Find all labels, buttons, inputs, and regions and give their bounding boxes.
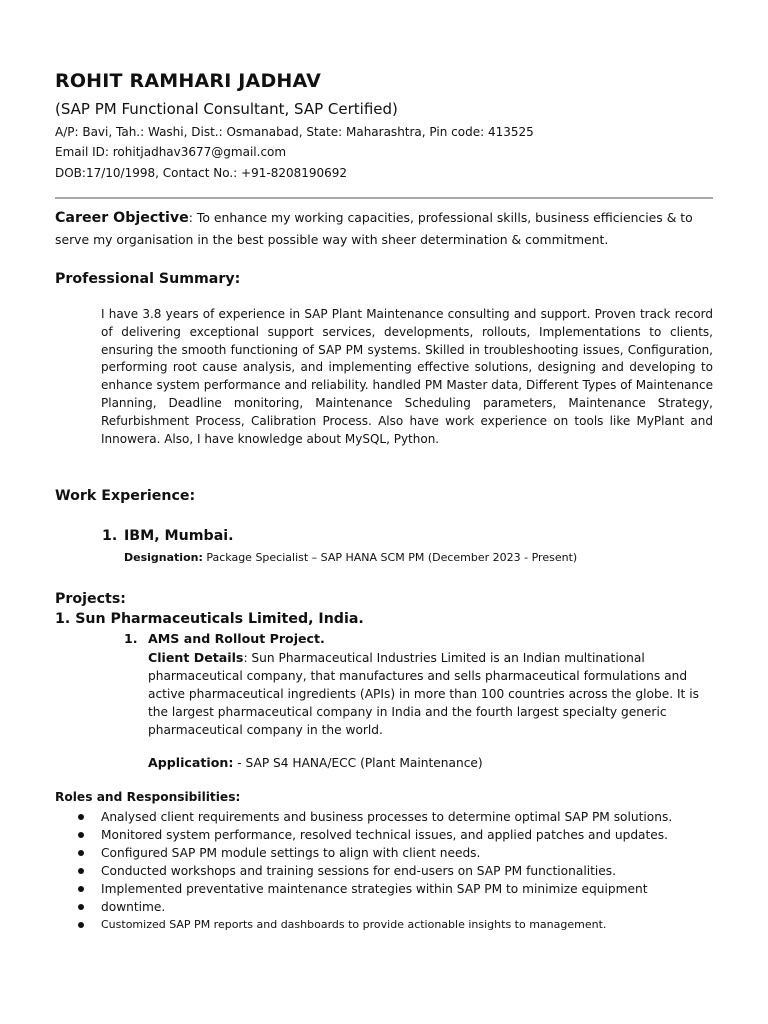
list-item [0,844,768,862]
professional-summary-text: I have 3.8 years of experience in SAP Plant Maintenance consulting and support. Proven track record of delivering exceptional support services, developments, rollouts, Implementations to clients, ensuring the smooth functioning of SAP PM systems. Skilled in troubleshooting issues, Configuration, performing root cause analysis, and implementing effective solutions, designing and developing to enhance system performance and reliability. handled PM Master data, Different Types of Maintenance Planning, Deadline monitoring, Maintenance Scheduling parameters, Maintenance Strategy, Refurbishment Process, Calibration Process. Also have work experience on tools like MyPlant and Innowera. Also, I have knowledge about MySQL, Python. [101,307,713,446]
list-item [0,916,768,934]
list-item [0,898,768,916]
candidate-name: ROHIT RAMHARI JADHAV [55,70,322,92]
work-experience-heading: Work Experience: [55,488,196,504]
address-line: A/P: Bavi, Tah.: Washi, Dist.: Osmanabad, State: Maharashtra, Pin code: 413525 [55,125,534,139]
roles-list [0,808,768,934]
project-company: 1. Sun Pharmaceuticals Limited, India. [55,611,364,627]
application-line [148,755,483,770]
list-item [0,826,768,844]
list-item [0,862,768,880]
role-text: Configured SAP PM module settings to align with client needs. [101,846,481,860]
designation-label: Designation: [124,551,203,564]
role-text: Analysed client requirements and business processes to determine optimal SAP PM solutions. [101,810,673,824]
bullet-icon [78,868,84,874]
designation-text: Package Specialist – SAP HANA SCM PM (December 2023 - Present) [202,551,578,564]
list-item [0,880,768,898]
career-objective [55,207,715,250]
bullet-icon [78,850,84,856]
project-item-number: 1. [124,631,138,646]
work-company-number: 1. [102,528,118,544]
application-label: Application: [148,755,234,770]
professional-summary-heading: Professional Summary: [55,271,241,287]
dob-contact-line: DOB:17/10/1998, Contact No.: +91-8208190692 [55,166,348,180]
client-details-label: Client Details [148,650,244,665]
role-text: Monitored system performance, resolved technical issues, and applied patches and updates. [101,828,669,842]
role-text: Conducted workshops and training sessions for end-users on SAP PM functionalities. [101,864,616,878]
client-details [148,649,718,739]
application-text: - SAP S4 HANA/ECC (Plant Maintenance) [233,756,483,770]
career-objective-label: Career Objective [55,210,189,226]
email-line: Email ID: rohitjadhav3677@gmail.com [55,145,287,159]
work-company-name: IBM, Mumbai. [124,528,234,544]
work-designation [124,551,577,564]
bullet-icon [78,904,84,910]
client-details-text: : Sun Pharmaceutical Industries Limited is an Indian multinational pharmaceutical company, that manufactures and sells pharmaceutical formulations and active pharmaceutical ingredients (APIs) in more than 100 countries across the globe. It is the largest pharmaceutical company in India and the fourth largest specialty generic pharmaceutical company in the world. [148,651,699,737]
candidate-title: (SAP PM Functional Consultant, SAP Certified) [55,100,398,118]
bullet-icon [78,832,84,838]
role-text: Customized SAP PM reports and dashboards to provide actionable insights to management. [101,918,607,931]
career-objective-text: : To enhance my working capacities, professional skills, business efficiencies & to serve my organisation in the best possible way with sheer determination & commitment. [55,210,693,247]
bullet-icon [78,814,84,820]
project-item-title: AMS and Rollout Project. [148,631,325,646]
role-text: Implemented preventative maintenance strategies within SAP PM to minimize equipment [101,882,648,896]
list-item [0,808,768,826]
bullet-icon [78,886,84,892]
projects-heading: Projects: [55,591,126,607]
work-company [102,528,234,544]
roles-heading: Roles and Responsibilities: [55,790,241,804]
header-divider [55,197,713,199]
bullet-icon [78,922,84,928]
project-item [124,631,325,646]
role-text: downtime. [101,900,166,914]
